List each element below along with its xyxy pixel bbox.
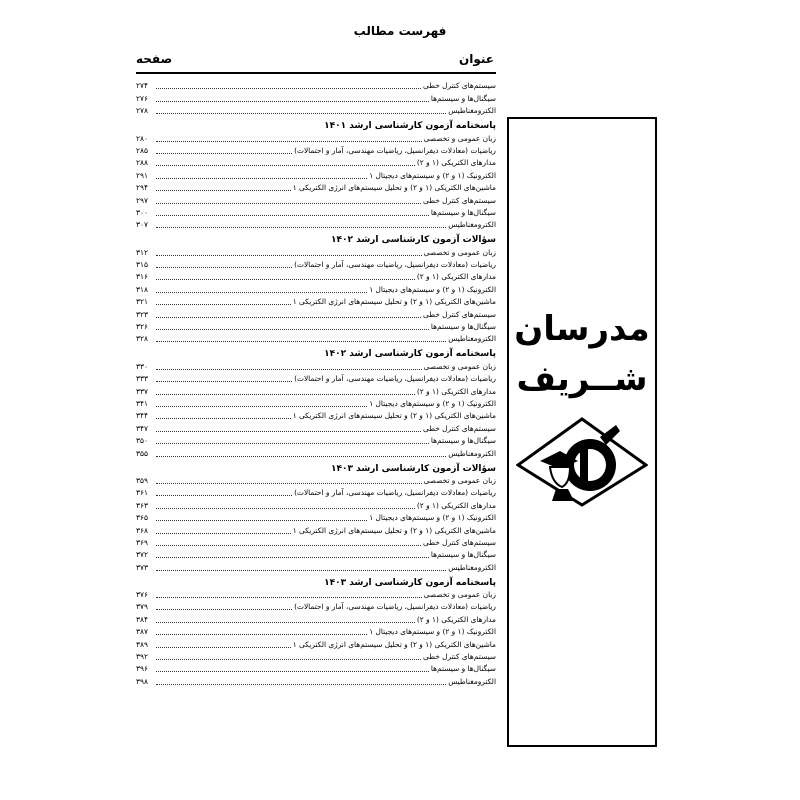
entry-title: زبان عمومی و تخصصی: [423, 475, 496, 485]
toc-entry[interactable]: [136, 626, 496, 638]
entry-page-number: ۳۷۶: [136, 590, 148, 600]
entry-page-number: ۳۹۲: [136, 652, 148, 662]
entry-page-number: ۳۰۷: [136, 220, 148, 230]
entry-page-number: ۳۹۶: [136, 664, 148, 674]
entry-page-number: ۳۲۱: [136, 297, 148, 307]
entry-page-number: ۳۸۴: [136, 614, 148, 624]
dot-leader: [156, 215, 429, 216]
title-column-header: عنوان: [459, 52, 494, 66]
entry-page-number: ۳۶۱: [136, 488, 148, 498]
toc-entry[interactable]: [136, 447, 496, 459]
entry-title: سیستم‌های کنترل خطی: [422, 423, 496, 433]
entry-title: ماشین‌های الکتریکی (۱ و ۲) و تحلیل سیستم‌های انرژی الکتریکی ۱: [292, 525, 496, 535]
entry-page-number: ۳۶۹: [136, 537, 148, 547]
toc-entry[interactable]: [136, 435, 496, 447]
section-heading: پاسخنامه آزمون کارشناسی ارشد ۱۴۰۱: [324, 121, 496, 132]
entry-title: مدارهای الکتریکی (۱ و ۲): [416, 158, 496, 168]
section-heading: سؤالات آزمون کارشناسی ارشد ۱۴۰۲: [331, 235, 496, 246]
toc-entry[interactable]: [136, 549, 496, 561]
toc-entry[interactable]: [136, 524, 496, 536]
entry-page-number: ۲۸۵: [136, 145, 148, 155]
entry-page-number: ۳۷۹: [136, 602, 148, 612]
toc-entry[interactable]: [136, 601, 496, 613]
entry-title: سیستم‌های کنترل خطی: [422, 652, 496, 662]
toc-entry[interactable]: [136, 373, 496, 385]
entry-page-number: ۳۵۵: [136, 448, 148, 458]
dot-leader: [156, 227, 446, 228]
entry-title: سیگنال‌ها و سیستم‌ها: [430, 550, 496, 560]
dot-leader: [156, 304, 291, 305]
toc-entry[interactable]: [136, 385, 496, 397]
entry-title: ریاضیات (معادلات دیفرانسیل، ریاضیات مهندسی، آمار و احتمالات): [294, 602, 496, 612]
entry-page-number: ۳۱۸: [136, 284, 148, 294]
dot-leader: [156, 141, 422, 142]
section-heading: پاسخنامه آزمون کارشناسی ارشد ۱۴۰۲: [324, 349, 496, 360]
dot-leader: [156, 255, 422, 256]
toc-entry[interactable]: [136, 296, 496, 308]
dot-leader: [156, 178, 367, 179]
dot-leader: [156, 443, 429, 444]
toc-entry[interactable]: [136, 321, 496, 333]
dot-leader: [156, 341, 446, 342]
toc-entry[interactable]: [136, 80, 496, 92]
dot-leader: [156, 203, 421, 204]
entry-page-number: ۳۴۷: [136, 423, 148, 433]
entry-page-number: ۲۸۰: [136, 133, 148, 143]
entry-title: ریاضیات (معادلات دیفرانسیل، ریاضیات مهندسی، آمار و احتمالات): [294, 488, 496, 498]
entry-page-number: ۳۶۸: [136, 525, 148, 535]
entry-title: الکترونیک (۱ و ۲) و سیستم‌های دیجیتال ۱: [369, 398, 496, 408]
toc-entry[interactable]: [136, 207, 496, 219]
toc-entry[interactable]: [136, 487, 496, 499]
publisher-panel: [507, 117, 657, 747]
entry-title: سیستم‌های کنترل خطی: [422, 81, 496, 91]
dot-leader: [156, 483, 422, 484]
entry-title: ریاضیات (معادلات دیفرانسیل، ریاضیات مهندسی، آمار و احتمالات): [294, 374, 496, 384]
dot-leader: [156, 508, 415, 509]
toc-entry[interactable]: [136, 194, 496, 206]
toc-header: [136, 52, 496, 70]
entry-title: مدارهای الکتریکی (۱ و ۲): [416, 500, 496, 510]
entry-title: زبان عمومی و تخصصی: [423, 247, 496, 257]
toc-entry[interactable]: [136, 589, 496, 601]
entry-title: الکترونیک (۱ و ۲) و سیستم‌های دیجیتال ۱: [369, 170, 496, 180]
entry-page-number: ۳۵۰: [136, 436, 148, 446]
dot-leader: [156, 495, 292, 496]
entry-page-number: ۲۷۴: [136, 81, 148, 91]
toc-entry[interactable]: [136, 651, 496, 663]
toc-entry[interactable]: [136, 638, 496, 650]
entry-page-number: ۳۸۹: [136, 639, 148, 649]
entry-page-number: ۲۹۴: [136, 183, 148, 193]
toc-entry[interactable]: [136, 132, 496, 144]
entry-title: الکترومغناطیس: [448, 106, 496, 116]
dot-leader: [156, 634, 367, 635]
dot-leader: [156, 431, 421, 432]
toc-entry[interactable]: [136, 398, 496, 410]
toc-entry[interactable]: [136, 219, 496, 231]
entry-title: الکترومغناطیس: [448, 334, 496, 344]
dot-leader: [156, 456, 446, 457]
toc-entry[interactable]: [136, 475, 496, 487]
entry-page-number: ۳۰۰: [136, 207, 148, 217]
toc-entry[interactable]: [136, 537, 496, 549]
toc-entry[interactable]: [136, 182, 496, 194]
toc-entry[interactable]: [136, 410, 496, 422]
entry-page-number: ۳۷۳: [136, 562, 148, 572]
entry-title: زبان عمومی و تخصصی: [423, 590, 496, 600]
dot-leader: [156, 88, 421, 89]
entry-page-number: ۳۲۳: [136, 309, 148, 319]
entry-page-number: ۲۹۱: [136, 170, 148, 180]
toc-entry[interactable]: [136, 613, 496, 625]
entry-title: سیگنال‌ها و سیستم‌ها: [430, 436, 496, 446]
entry-page-number: ۳۸۷: [136, 627, 148, 637]
toc-entry[interactable]: [136, 145, 496, 157]
entry-page-number: ۳۳۳: [136, 374, 148, 384]
entry-title: سیگنال‌ها و سیستم‌ها: [430, 93, 496, 103]
entry-page-number: ۳۷۲: [136, 550, 148, 560]
toc-entry[interactable]: [136, 333, 496, 345]
entry-page-number: ۲۷۸: [136, 106, 148, 116]
toc-entry[interactable]: [136, 105, 496, 117]
entry-page-number: ۳۱۲: [136, 247, 148, 257]
toc-entry[interactable]: [136, 308, 496, 320]
entry-title: زبان عمومی و تخصصی: [423, 361, 496, 371]
toc-entry[interactable]: [136, 259, 496, 271]
dot-leader: [156, 533, 291, 534]
dot-leader: [156, 113, 446, 114]
toc-entry[interactable]: [136, 663, 496, 675]
toc-entry[interactable]: [136, 561, 496, 573]
dot-leader: [156, 165, 415, 166]
entry-title: سیگنال‌ها و سیستم‌ها: [430, 322, 496, 332]
entry-page-number: ۳۳۰: [136, 361, 148, 371]
entry-page-number: ۲۸۸: [136, 158, 148, 168]
dot-leader: [156, 292, 367, 293]
dot-leader: [156, 279, 415, 280]
dot-leader: [156, 394, 415, 395]
table-of-contents: [136, 80, 496, 688]
dot-leader: [156, 545, 421, 546]
toc-entry[interactable]: [136, 499, 496, 511]
entry-title: سیستم‌های کنترل خطی: [422, 309, 496, 319]
dot-leader: [156, 317, 421, 318]
entry-title: ماشین‌های الکتریکی (۱ و ۲) و تحلیل سیستم‌های انرژی الکتریکی ۱: [292, 639, 496, 649]
entry-page-number: ۲۹۷: [136, 195, 148, 205]
brand-name-line1: مدرسان: [514, 309, 650, 349]
entry-title: سیستم‌های کنترل خطی: [422, 195, 496, 205]
section-heading: سؤالات آزمون کارشناسی ارشد ۱۴۰۳: [331, 463, 496, 474]
toc-entry[interactable]: [136, 283, 496, 295]
page-title: فهرست مطالب: [353, 24, 447, 38]
entry-title: الکترومغناطیس: [448, 676, 496, 686]
entry-page-number: ۲۷۶: [136, 93, 148, 103]
dot-leader: [156, 190, 291, 191]
entry-title: ماشین‌های الکتریکی (۱ و ۲) و تحلیل سیستم‌های انرژی الکتریکی ۱: [292, 411, 496, 421]
dot-leader: [156, 418, 291, 419]
entry-page-number: ۳۱۵: [136, 260, 148, 270]
entry-title: سیگنال‌ها و سیستم‌ها: [430, 207, 496, 217]
dot-leader: [156, 609, 292, 610]
dot-leader: [156, 622, 415, 623]
entry-page-number: ۳۲۸: [136, 334, 148, 344]
entry-page-number: ۳۱۶: [136, 272, 148, 282]
entry-page-number: ۳۶۳: [136, 500, 148, 510]
toc-entry[interactable]: [136, 360, 496, 372]
toc-entry[interactable]: [136, 246, 496, 258]
entry-page-number: ۳۴۱: [136, 398, 148, 408]
entry-title: الکترومغناطیس: [448, 220, 496, 230]
toc-entry[interactable]: [136, 422, 496, 434]
dot-leader: [156, 406, 367, 407]
toc-entry[interactable]: [136, 169, 496, 181]
toc-entry[interactable]: [136, 271, 496, 283]
entry-title: ریاضیات (معادلات دیفرانسیل، ریاضیات مهندسی، آمار و احتمالات): [294, 145, 496, 155]
entry-title: سیستم‌های کنترل خطی: [422, 537, 496, 547]
entry-title: الکترومغناطیس: [448, 562, 496, 572]
entry-page-number: ۳۲۶: [136, 322, 148, 332]
entry-title: مدارهای الکتریکی (۱ و ۲): [416, 386, 496, 396]
entry-title: الکترونیک (۱ و ۲) و سیستم‌های دیجیتال ۱: [369, 513, 496, 523]
entry-page-number: ۳۶۵: [136, 513, 148, 523]
dot-leader: [156, 597, 422, 598]
dot-leader: [156, 153, 292, 154]
entry-title: سیگنال‌ها و سیستم‌ها: [430, 664, 496, 674]
entry-page-number: ۳۳۷: [136, 386, 148, 396]
dot-leader: [156, 101, 429, 102]
dot-leader: [156, 381, 292, 382]
entry-title: الکترونیک (۱ و ۲) و سیستم‌های دیجیتال ۱: [369, 627, 496, 637]
section-heading: پاسخنامه آزمون کارشناسی ارشد ۱۴۰۳: [324, 577, 496, 588]
dot-leader: [156, 671, 429, 672]
dot-leader: [156, 557, 429, 558]
dot-leader: [156, 329, 429, 330]
header-divider: [136, 72, 496, 74]
dot-leader: [156, 647, 291, 648]
dot-leader: [156, 369, 422, 370]
toc-entry[interactable]: [136, 92, 496, 104]
entry-title: الکترومغناطیس: [448, 448, 496, 458]
toc-entry[interactable]: [136, 512, 496, 524]
entry-page-number: ۳۹۸: [136, 676, 148, 686]
dot-leader: [156, 684, 446, 685]
dot-leader: [156, 520, 367, 521]
entry-title: مدارهای الکتریکی (۱ و ۲): [416, 272, 496, 282]
entry-title: ماشین‌های الکتریکی (۱ و ۲) و تحلیل سیستم‌های انرژی الکتریکی ۱: [292, 297, 496, 307]
toc-entry[interactable]: [136, 157, 496, 169]
entry-page-number: ۳۴۴: [136, 411, 148, 421]
brand-name-line2: شــريف: [516, 359, 648, 399]
page-column-header: صفحه: [136, 52, 173, 66]
entry-title: ماشین‌های الکتریکی (۱ و ۲) و تحلیل سیستم‌های انرژی الکتریکی ۱: [292, 183, 496, 193]
dot-leader: [156, 570, 446, 571]
entry-title: الکترونیک (۱ و ۲) و سیستم‌های دیجیتال ۱: [369, 284, 496, 294]
publisher-logo-icon: [516, 417, 648, 511]
entry-page-number: ۳۵۹: [136, 475, 148, 485]
entry-title: ریاضیات (معادلات دیفرانسیل، ریاضیات مهندسی، آمار و احتمالات): [294, 260, 496, 270]
dot-leader: [156, 659, 421, 660]
toc-entry[interactable]: [136, 675, 496, 687]
entry-title: زبان عمومی و تخصصی: [423, 133, 496, 143]
dot-leader: [156, 267, 292, 268]
entry-title: مدارهای الکتریکی (۱ و ۲): [416, 614, 496, 624]
